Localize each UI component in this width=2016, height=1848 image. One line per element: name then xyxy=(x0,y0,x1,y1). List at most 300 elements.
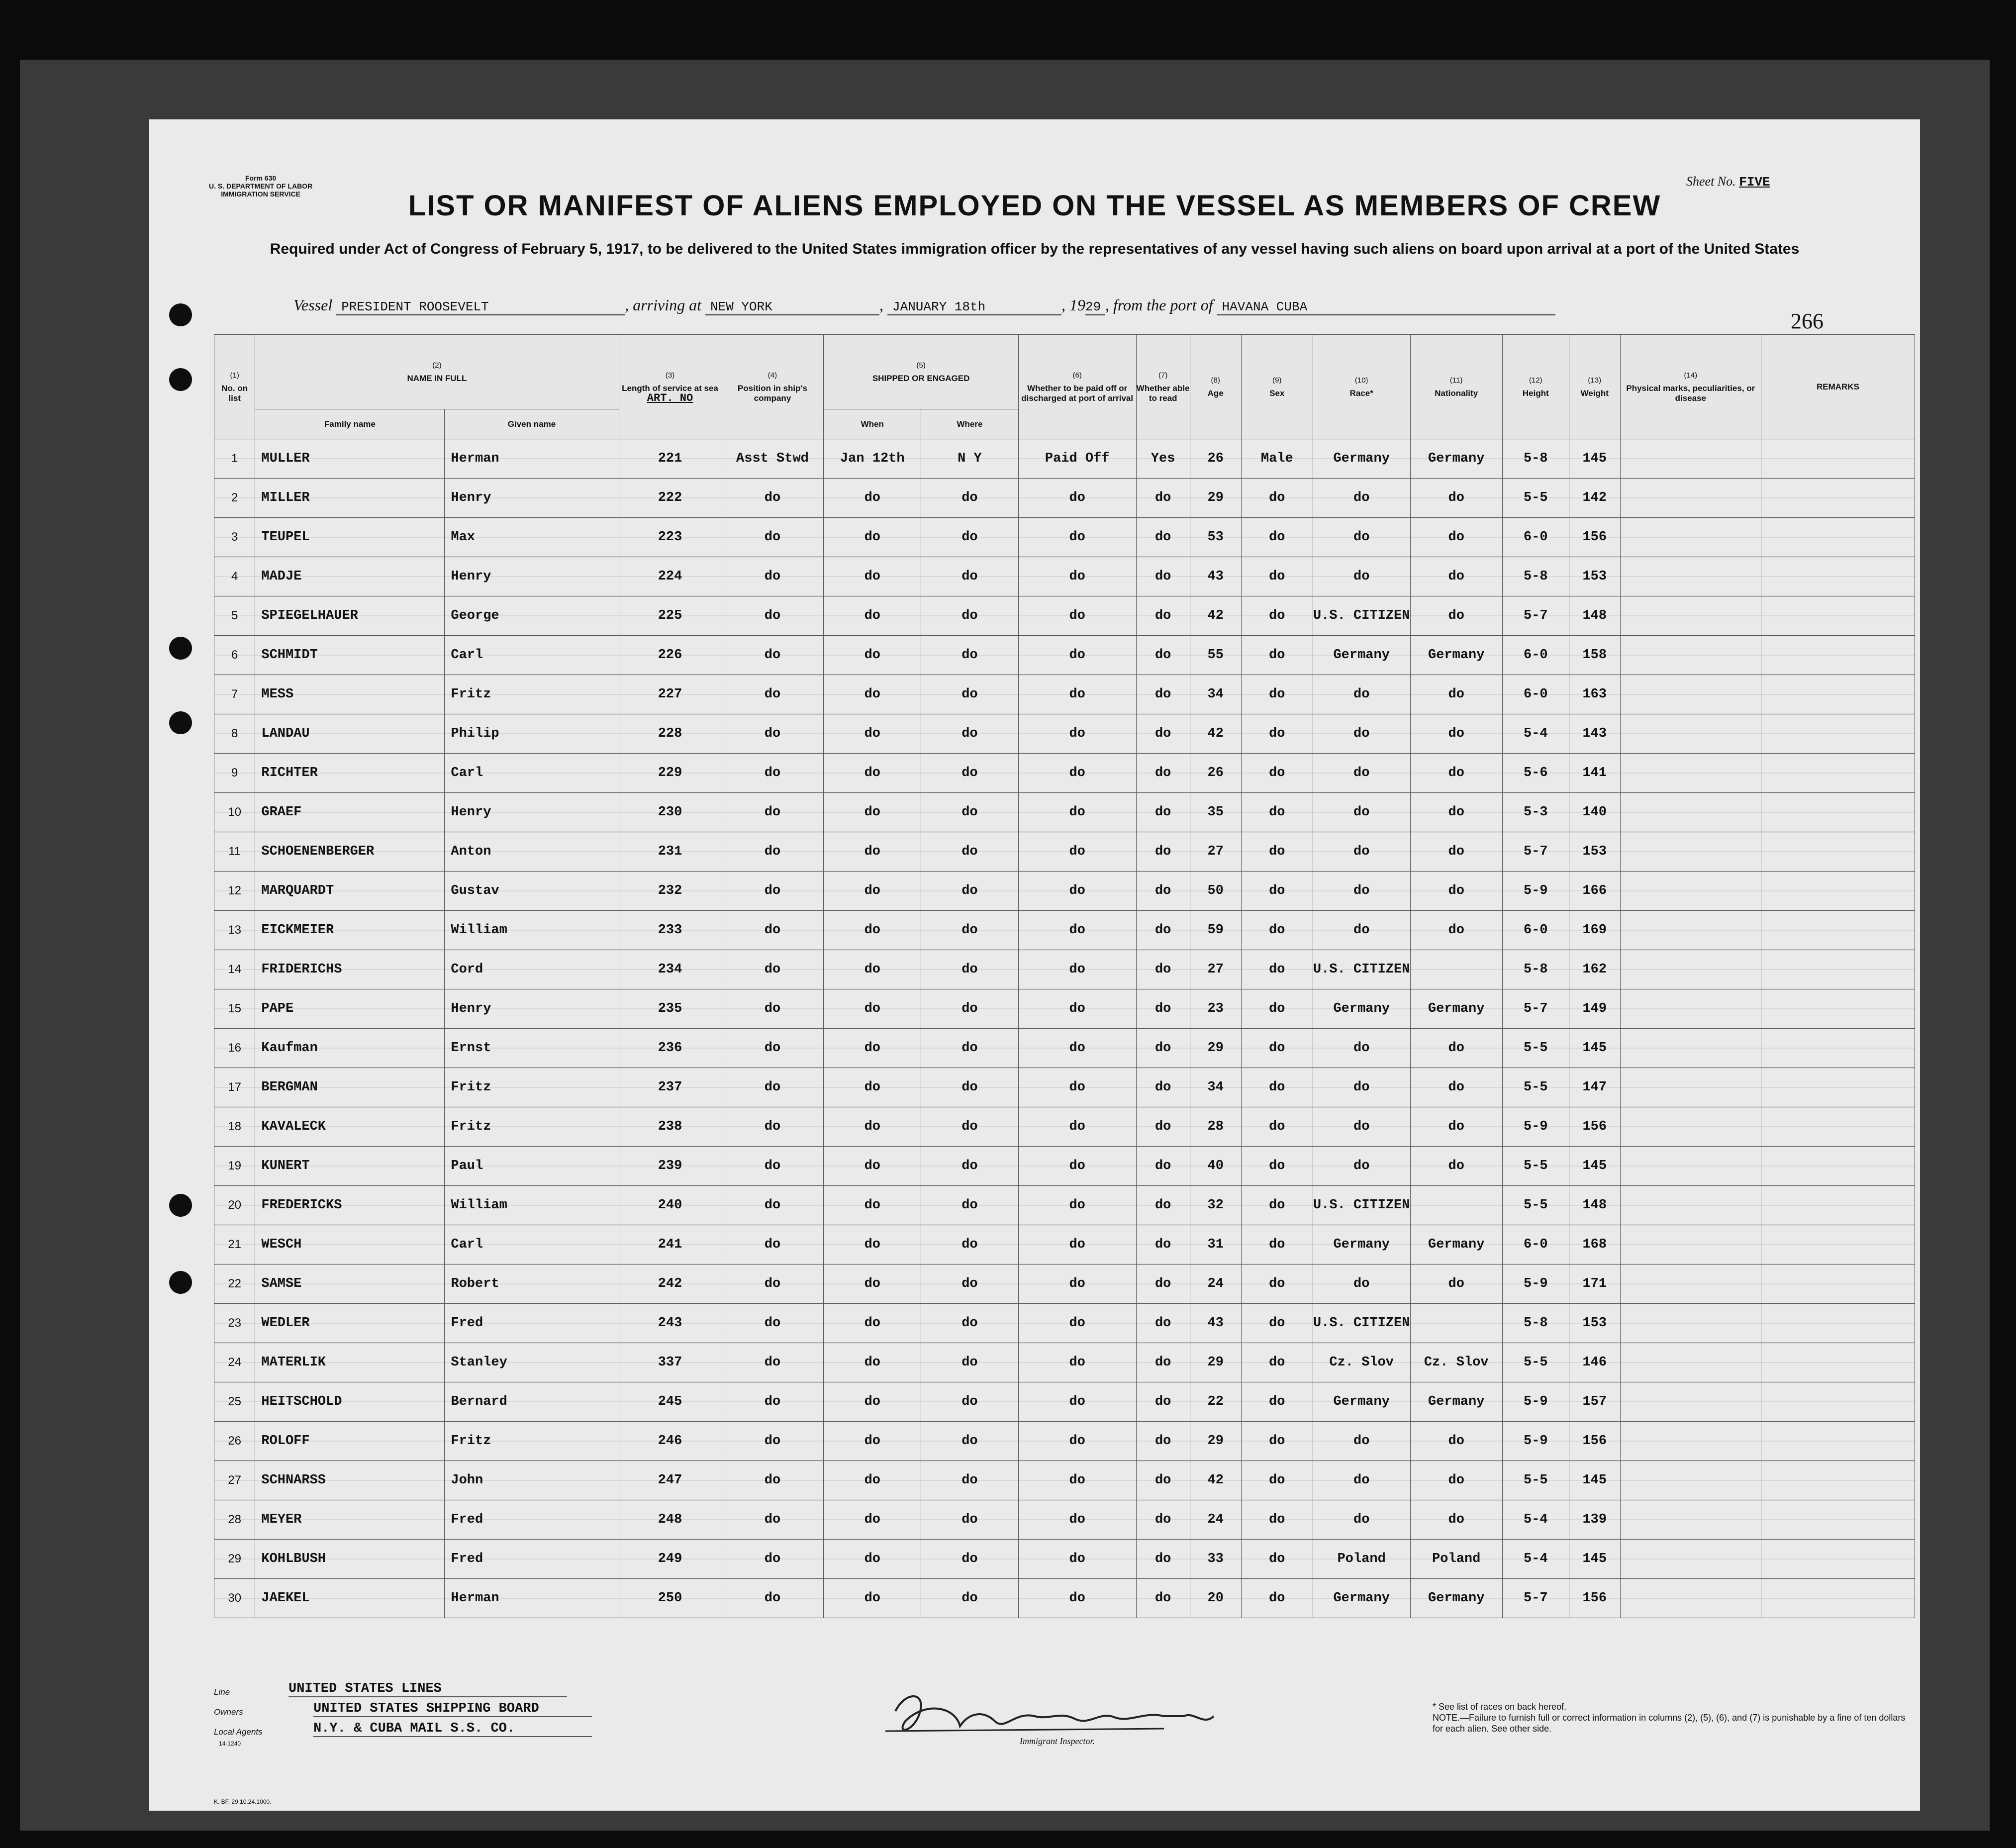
physical-marks-cell xyxy=(1620,1029,1761,1068)
col-header-physical-marks: (14) Physical marks, peculiarities, or disease xyxy=(1620,335,1761,439)
nationality-cell: Germany xyxy=(1410,1579,1502,1618)
physical-marks-cell xyxy=(1620,1540,1761,1579)
art-number-cell: 241 xyxy=(619,1225,721,1264)
race-cell: do xyxy=(1313,1068,1410,1107)
art-number-cell: 245 xyxy=(619,1382,721,1422)
table-row xyxy=(214,754,1915,793)
shipped-when-cell: do xyxy=(824,714,921,754)
able-to-read-cell: do xyxy=(1136,1500,1190,1540)
shipped-when-cell: do xyxy=(824,1029,921,1068)
race-cell: do xyxy=(1313,714,1410,754)
art-number-cell: 234 xyxy=(619,950,721,989)
col-header-name: (2) NAME IN FULL xyxy=(255,335,619,409)
nationality-cell: do xyxy=(1410,1422,1502,1461)
row-number-cell: 5 xyxy=(214,596,255,636)
position-cell: do xyxy=(721,675,824,714)
able-to-read-cell: do xyxy=(1136,1225,1190,1264)
race-cell: Germany xyxy=(1313,1225,1410,1264)
age-cell: 24 xyxy=(1190,1264,1241,1304)
given-name-cell: Carl xyxy=(445,754,619,793)
shipped-where-cell: do xyxy=(921,1264,1019,1304)
family-name-cell: EICKMEIER xyxy=(255,911,445,950)
race-cell: do xyxy=(1313,872,1410,911)
able-to-read-cell: do xyxy=(1136,989,1190,1029)
able-to-read-cell: do xyxy=(1136,479,1190,518)
row-number-cell: 9 xyxy=(214,754,255,793)
physical-marks-cell xyxy=(1620,872,1761,911)
family-name-cell: WEDLER xyxy=(255,1304,445,1343)
table-row xyxy=(214,1304,1915,1343)
row-number-cell: 12 xyxy=(214,872,255,911)
physical-marks-cell xyxy=(1620,1264,1761,1304)
nationality-cell: Germany xyxy=(1410,1225,1502,1264)
race-cell: do xyxy=(1313,1029,1410,1068)
height-cell: 5-9 xyxy=(1502,872,1569,911)
family-name-cell: PAPE xyxy=(255,989,445,1029)
weight-cell: 163 xyxy=(1569,675,1620,714)
sex-cell: do xyxy=(1241,1107,1313,1147)
paid-off-cell: do xyxy=(1018,636,1136,675)
height-cell: 6-0 xyxy=(1502,911,1569,950)
family-name-cell: Kaufman xyxy=(255,1029,445,1068)
binder-hole xyxy=(169,1271,192,1294)
shipped-where-cell: do xyxy=(921,675,1019,714)
family-name-cell: LANDAU xyxy=(255,714,445,754)
age-cell: 59 xyxy=(1190,911,1241,950)
race-cell: U.S. CITIZEN xyxy=(1313,1304,1410,1343)
paid-off-cell: do xyxy=(1018,1579,1136,1618)
height-cell: 5-4 xyxy=(1502,714,1569,754)
paid-off-cell: do xyxy=(1018,596,1136,636)
position-cell: do xyxy=(721,872,824,911)
col-header-nationality: (11) Nationality xyxy=(1410,335,1502,439)
remarks-cell xyxy=(1761,1264,1915,1304)
weight-cell: 171 xyxy=(1569,1264,1620,1304)
age-cell: 34 xyxy=(1190,675,1241,714)
age-cell: 55 xyxy=(1190,636,1241,675)
art-number-cell: 242 xyxy=(619,1264,721,1304)
arrival-year: 29 xyxy=(1085,299,1105,315)
sex-cell: do xyxy=(1241,872,1313,911)
art-number-cell: 246 xyxy=(619,1422,721,1461)
shipped-where-cell: do xyxy=(921,1343,1019,1382)
position-cell: do xyxy=(721,518,824,557)
art-number-cell: 232 xyxy=(619,872,721,911)
col-header-race: (10) Race* xyxy=(1313,335,1410,439)
shipped-when-cell: Jan 12th xyxy=(824,439,921,479)
paid-off-cell: do xyxy=(1018,989,1136,1029)
owners-value: UNITED STATES SHIPPING BOARD xyxy=(313,1701,592,1717)
table-row xyxy=(214,1382,1915,1422)
age-cell: 42 xyxy=(1190,596,1241,636)
shipped-when-cell: do xyxy=(824,1264,921,1304)
table-row xyxy=(214,950,1915,989)
weight-cell: 156 xyxy=(1569,1422,1620,1461)
paid-off-cell: do xyxy=(1018,1500,1136,1540)
row-number-cell: 15 xyxy=(214,989,255,1029)
col-header-sex: (9) Sex xyxy=(1241,335,1313,439)
position-cell: Asst Stwd xyxy=(721,439,824,479)
race-cell: Poland xyxy=(1313,1540,1410,1579)
nationality-cell xyxy=(1410,950,1502,989)
art-number-cell: 337 xyxy=(619,1343,721,1382)
race-cell: Cz. Slov xyxy=(1313,1343,1410,1382)
page-number: 266 xyxy=(1791,309,1824,333)
family-name-cell: MEYER xyxy=(255,1500,445,1540)
table-row xyxy=(214,1500,1915,1540)
given-name-cell: Fred xyxy=(445,1304,619,1343)
sex-cell: do xyxy=(1241,1382,1313,1422)
shipped-when-cell: do xyxy=(824,911,921,950)
table-row xyxy=(214,596,1915,636)
paid-off-cell: do xyxy=(1018,911,1136,950)
given-name-cell: John xyxy=(445,1461,619,1500)
able-to-read-cell: do xyxy=(1136,832,1190,872)
weight-cell: 145 xyxy=(1569,439,1620,479)
agents-value: N.Y. & CUBA MAIL S.S. CO. xyxy=(313,1721,592,1737)
sex-cell: do xyxy=(1241,636,1313,675)
given-name-cell: Fred xyxy=(445,1540,619,1579)
table-row xyxy=(214,1107,1915,1147)
row-number-cell: 18 xyxy=(214,1107,255,1147)
weight-cell: 169 xyxy=(1569,911,1620,950)
row-number-cell: 30 xyxy=(214,1579,255,1618)
height-cell: 5-9 xyxy=(1502,1107,1569,1147)
position-cell: do xyxy=(721,557,824,596)
nationality-cell: do xyxy=(1410,1029,1502,1068)
manifest-footer xyxy=(214,1671,1915,1791)
nationality-cell: do xyxy=(1410,1461,1502,1500)
shipped-when-cell: do xyxy=(824,479,921,518)
race-cell: do xyxy=(1313,557,1410,596)
age-cell: 29 xyxy=(1190,479,1241,518)
remarks-cell xyxy=(1761,714,1915,754)
binder-hole xyxy=(169,1194,192,1217)
sex-cell: do xyxy=(1241,1186,1313,1225)
shipped-when-cell: do xyxy=(824,1343,921,1382)
shipped-where-cell: do xyxy=(921,557,1019,596)
sex-cell: do xyxy=(1241,1343,1313,1382)
nationality-cell: do xyxy=(1410,518,1502,557)
paid-off-cell: do xyxy=(1018,950,1136,989)
age-cell: 35 xyxy=(1190,793,1241,832)
able-to-read-cell: do xyxy=(1136,596,1190,636)
row-number-cell: 27 xyxy=(214,1461,255,1500)
shipped-when-cell: do xyxy=(824,832,921,872)
remarks-cell xyxy=(1761,1540,1915,1579)
weight-cell: 145 xyxy=(1569,1540,1620,1579)
able-to-read-cell: do xyxy=(1136,793,1190,832)
sheet-label: Sheet No. xyxy=(1686,174,1736,189)
able-to-read-cell: do xyxy=(1136,1068,1190,1107)
age-cell: 34 xyxy=(1190,1068,1241,1107)
art-number-cell: 250 xyxy=(619,1579,721,1618)
table-row xyxy=(214,557,1915,596)
physical-marks-cell xyxy=(1620,518,1761,557)
age-cell: 27 xyxy=(1190,832,1241,872)
given-name-cell: Max xyxy=(445,518,619,557)
race-cell: U.S. CITIZEN xyxy=(1313,1186,1410,1225)
paid-off-cell: do xyxy=(1018,1461,1136,1500)
nationality-cell xyxy=(1410,1186,1502,1225)
position-cell: do xyxy=(721,1107,824,1147)
paid-off-cell: do xyxy=(1018,714,1136,754)
sex-cell: do xyxy=(1241,754,1313,793)
row-number-cell: 21 xyxy=(214,1225,255,1264)
table-row xyxy=(214,1186,1915,1225)
art-number-cell: 247 xyxy=(619,1461,721,1500)
position-cell: do xyxy=(721,1382,824,1422)
shipped-where-cell: do xyxy=(921,1186,1019,1225)
height-cell: 5-5 xyxy=(1502,1147,1569,1186)
table-row xyxy=(214,1264,1915,1304)
race-cell: U.S. CITIZEN xyxy=(1313,596,1410,636)
remarks-cell xyxy=(1761,1304,1915,1343)
race-cell: do xyxy=(1313,832,1410,872)
height-cell: 5-7 xyxy=(1502,596,1569,636)
remarks-cell xyxy=(1761,872,1915,911)
age-cell: 20 xyxy=(1190,1579,1241,1618)
family-name-cell: HEITSCHOLD xyxy=(255,1382,445,1422)
family-name-cell: BERGMAN xyxy=(255,1068,445,1107)
weight-cell: 145 xyxy=(1569,1147,1620,1186)
art-no-label: ART. NO xyxy=(647,391,693,404)
shipped-where-cell: do xyxy=(921,1304,1019,1343)
sheet-value: FIVE xyxy=(1739,175,1770,190)
paid-off-cell: do xyxy=(1018,1304,1136,1343)
shipped-when-cell: do xyxy=(824,1068,921,1107)
weight-cell: 139 xyxy=(1569,1500,1620,1540)
sex-cell: do xyxy=(1241,479,1313,518)
shipped-where-cell: do xyxy=(921,1422,1019,1461)
paid-off-cell: do xyxy=(1018,1029,1136,1068)
family-name-cell: SCHNARSS xyxy=(255,1461,445,1500)
given-name-cell: Fred xyxy=(445,1500,619,1540)
art-number-cell: 235 xyxy=(619,989,721,1029)
height-cell: 6-0 xyxy=(1502,1225,1569,1264)
arrival-date: JANUARY 18th xyxy=(887,299,1061,315)
nationality-cell: do xyxy=(1410,1500,1502,1540)
given-name-cell: Henry xyxy=(445,479,619,518)
able-to-read-cell: do xyxy=(1136,1461,1190,1500)
height-cell: 5-7 xyxy=(1502,989,1569,1029)
weight-cell: 168 xyxy=(1569,1225,1620,1264)
shipped-where-cell: do xyxy=(921,1579,1019,1618)
remarks-cell xyxy=(1761,989,1915,1029)
race-cell: do xyxy=(1313,1264,1410,1304)
position-cell: do xyxy=(721,636,824,675)
remarks-cell xyxy=(1761,1147,1915,1186)
able-to-read-cell: do xyxy=(1136,911,1190,950)
nationality-cell xyxy=(1410,1304,1502,1343)
given-name-cell: Henry xyxy=(445,557,619,596)
family-name-cell: MULLER xyxy=(255,439,445,479)
race-cell: do xyxy=(1313,793,1410,832)
sex-cell: do xyxy=(1241,557,1313,596)
height-cell: 5-4 xyxy=(1502,1500,1569,1540)
remarks-cell xyxy=(1761,557,1915,596)
art-number-cell: 233 xyxy=(619,911,721,950)
nationality-cell: do xyxy=(1410,1068,1502,1107)
race-cell: Germany xyxy=(1313,1382,1410,1422)
row-number-cell: 1 xyxy=(214,439,255,479)
row-number-cell: 28 xyxy=(214,1500,255,1540)
shipped-where-cell: do xyxy=(921,596,1019,636)
table-row xyxy=(214,1343,1915,1382)
art-number-cell: 222 xyxy=(619,479,721,518)
position-cell: do xyxy=(721,1579,824,1618)
shipped-where-cell: do xyxy=(921,989,1019,1029)
nationality-cell: Cz. Slov xyxy=(1410,1343,1502,1382)
shipped-when-cell: do xyxy=(824,989,921,1029)
sex-cell: do xyxy=(1241,1461,1313,1500)
table-row xyxy=(214,439,1915,479)
art-number-cell: 226 xyxy=(619,636,721,675)
physical-marks-cell xyxy=(1620,754,1761,793)
given-name-cell: Fritz xyxy=(445,1107,619,1147)
nationality-cell: do xyxy=(1410,754,1502,793)
given-name-cell: Stanley xyxy=(445,1343,619,1382)
row-number-cell: 29 xyxy=(214,1540,255,1579)
weight-cell: 158 xyxy=(1569,636,1620,675)
height-cell: 5-5 xyxy=(1502,1186,1569,1225)
remarks-cell xyxy=(1761,1500,1915,1540)
shipped-when-cell: do xyxy=(824,1225,921,1264)
race-cell: Germany xyxy=(1313,636,1410,675)
nationality-cell: Germany xyxy=(1410,989,1502,1029)
age-cell: 42 xyxy=(1190,714,1241,754)
shipped-when-cell: do xyxy=(824,518,921,557)
nationality-cell: do xyxy=(1410,872,1502,911)
age-cell: 40 xyxy=(1190,1147,1241,1186)
inspector-label: Immigrant Inspector. xyxy=(1020,1736,1095,1746)
age-cell: 53 xyxy=(1190,518,1241,557)
race-note: * See list of races on back hereof. xyxy=(1433,1702,1567,1712)
shipped-when-cell: do xyxy=(824,596,921,636)
nationality-cell: do xyxy=(1410,557,1502,596)
remarks-cell xyxy=(1761,636,1915,675)
age-cell: 29 xyxy=(1190,1422,1241,1461)
height-cell: 5-5 xyxy=(1502,1068,1569,1107)
family-name-cell: MILLER xyxy=(255,479,445,518)
weight-cell: 143 xyxy=(1569,714,1620,754)
shipped-when-cell: do xyxy=(824,1304,921,1343)
able-to-read-cell: do xyxy=(1136,950,1190,989)
height-cell: 6-0 xyxy=(1502,675,1569,714)
col-header-age: (8) Age xyxy=(1190,335,1241,439)
shipped-when-cell: do xyxy=(824,1461,921,1500)
race-cell: do xyxy=(1313,1461,1410,1500)
remarks-cell xyxy=(1761,518,1915,557)
position-cell: do xyxy=(721,714,824,754)
able-to-read-cell: do xyxy=(1136,1540,1190,1579)
row-number-cell: 19 xyxy=(214,1147,255,1186)
remarks-cell xyxy=(1761,1422,1915,1461)
shipped-when-cell: do xyxy=(824,1422,921,1461)
table-row xyxy=(214,989,1915,1029)
family-name-cell: SCHMIDT xyxy=(255,636,445,675)
height-cell: 5-5 xyxy=(1502,1461,1569,1500)
position-cell: do xyxy=(721,793,824,832)
remarks-cell xyxy=(1761,439,1915,479)
page-title: LIST OR MANIFEST OF ALIENS EMPLOYED ON THE VESSEL AS MEMBERS OF CREW xyxy=(408,190,1661,222)
family-name-cell: RICHTER xyxy=(255,754,445,793)
sex-cell: do xyxy=(1241,911,1313,950)
art-number-cell: 229 xyxy=(619,754,721,793)
family-name-cell: SCHOENENBERGER xyxy=(255,832,445,872)
able-to-read-cell: do xyxy=(1136,636,1190,675)
nationality-cell: do xyxy=(1410,714,1502,754)
paid-off-cell: do xyxy=(1018,1107,1136,1147)
paid-off-cell: do xyxy=(1018,1225,1136,1264)
sex-cell: do xyxy=(1241,1264,1313,1304)
art-number-cell: 243 xyxy=(619,1304,721,1343)
col-header-family-name: Family name xyxy=(255,409,445,439)
shipped-where-cell: do xyxy=(921,1029,1019,1068)
position-cell: do xyxy=(721,479,824,518)
height-cell: 5-7 xyxy=(1502,1579,1569,1618)
physical-marks-cell xyxy=(1620,1579,1761,1618)
age-cell: 26 xyxy=(1190,439,1241,479)
col-header-position: (4) Position in ship's company xyxy=(721,335,824,439)
physical-marks-cell xyxy=(1620,1382,1761,1422)
physical-marks-cell xyxy=(1620,1107,1761,1147)
physical-marks-cell xyxy=(1620,911,1761,950)
given-name-cell: Herman xyxy=(445,439,619,479)
art-number-cell: 230 xyxy=(619,793,721,832)
footer-notes xyxy=(1433,1701,1910,1734)
paid-off-cell: do xyxy=(1018,557,1136,596)
position-cell: do xyxy=(721,1029,824,1068)
shipped-when-cell: do xyxy=(824,1107,921,1147)
shipped-when-cell: do xyxy=(824,872,921,911)
departure-port: HAVANA CUBA xyxy=(1217,299,1555,315)
shipped-when-cell: do xyxy=(824,1186,921,1225)
row-number-cell: 16 xyxy=(214,1029,255,1068)
row-number-cell: 17 xyxy=(214,1068,255,1107)
position-cell: do xyxy=(721,596,824,636)
table-row xyxy=(214,1461,1915,1500)
shipped-where-cell: do xyxy=(921,636,1019,675)
age-cell: 50 xyxy=(1190,872,1241,911)
art-number-cell: 228 xyxy=(619,714,721,754)
physical-marks-cell xyxy=(1620,1225,1761,1264)
age-cell: 22 xyxy=(1190,1382,1241,1422)
race-cell: Germany xyxy=(1313,989,1410,1029)
weight-cell: 141 xyxy=(1569,754,1620,793)
weight-cell: 147 xyxy=(1569,1068,1620,1107)
nationality-cell: Germany xyxy=(1410,1382,1502,1422)
height-cell: 5-7 xyxy=(1502,832,1569,872)
height-cell: 5-8 xyxy=(1502,950,1569,989)
given-name-cell: Henry xyxy=(445,793,619,832)
race-cell: Germany xyxy=(1313,1579,1410,1618)
shipped-when-cell: do xyxy=(824,754,921,793)
print-code: K. BF. 29.10.24.1000. xyxy=(214,1798,272,1805)
table-row xyxy=(214,1422,1915,1461)
form-department: U. S. DEPARTMENT OF LABOR xyxy=(209,182,313,190)
family-name-cell: WESCH xyxy=(255,1225,445,1264)
sex-cell: do xyxy=(1241,596,1313,636)
vessel-label: Vessel xyxy=(293,296,333,314)
owners-label: Owners xyxy=(214,1707,243,1717)
paid-off-cell: do xyxy=(1018,1068,1136,1107)
sex-cell: do xyxy=(1241,675,1313,714)
able-to-read-cell: do xyxy=(1136,714,1190,754)
shipped-where-cell: do xyxy=(921,518,1019,557)
remarks-cell xyxy=(1761,1382,1915,1422)
shipped-where-cell: do xyxy=(921,950,1019,989)
